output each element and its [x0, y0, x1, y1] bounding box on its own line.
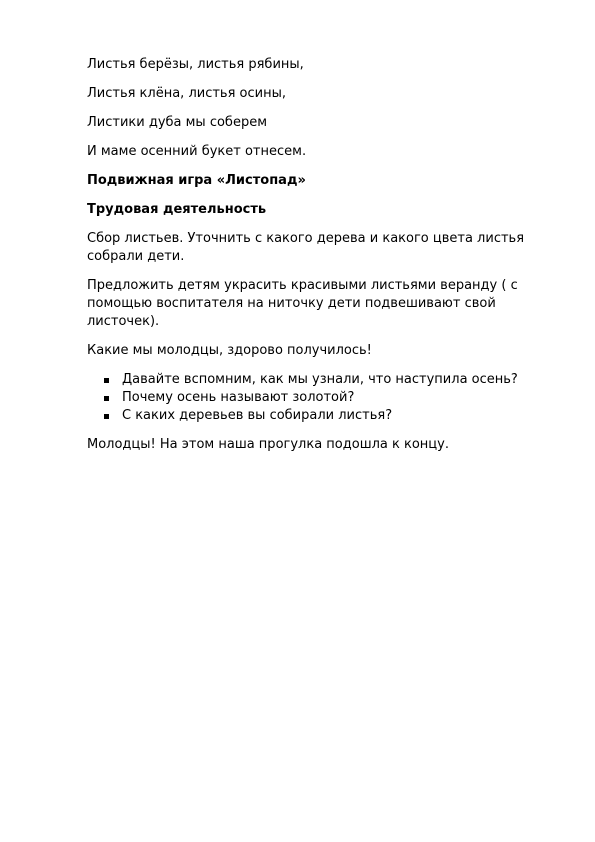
- paragraph-decorate-veranda: Предложить детям украсить красивыми листьями веранду ( с помощью воспитателя на ниточку дети подвешивают свой листочек).: [87, 278, 518, 329]
- list-item: [87, 407, 567, 425]
- list-item: [87, 389, 567, 407]
- poem-line-1: Листья берёзы, листья рябины,: [87, 57, 304, 72]
- question-text: С каких деревьев вы собирали листья?: [122, 408, 393, 423]
- square-bullet-icon: [104, 396, 109, 401]
- poem-line-4: И маме осенний букет отнесем.: [87, 144, 307, 159]
- paragraph-collect-leaves: Сбор листьев. Уточнить с какого дерева и какого цвета листья собрали дети.: [87, 231, 525, 264]
- poem-line-2: Листья клёна, листья осины,: [87, 86, 286, 101]
- heading-outdoor-game: Подвижная игра «Листопад»: [87, 173, 306, 188]
- document-body: [87, 56, 567, 465]
- paragraph-conclusion: Молодцы! На этом наша прогулка подошла к концу.: [87, 437, 449, 452]
- paragraph-praise: Какие мы молодцы, здорово получилось!: [87, 343, 372, 358]
- list-item: [87, 371, 567, 389]
- questions-list: [87, 371, 567, 425]
- question-text: Давайте вспомним, как мы узнали, что наступила осень?: [122, 372, 518, 387]
- square-bullet-icon: [104, 378, 109, 383]
- poem-line-3: Листики дуба мы соберем: [87, 115, 268, 130]
- question-text: Почему осень называют золотой?: [122, 390, 355, 405]
- heading-work-activity: Трудовая деятельность: [87, 202, 267, 217]
- square-bullet-icon: [104, 414, 109, 419]
